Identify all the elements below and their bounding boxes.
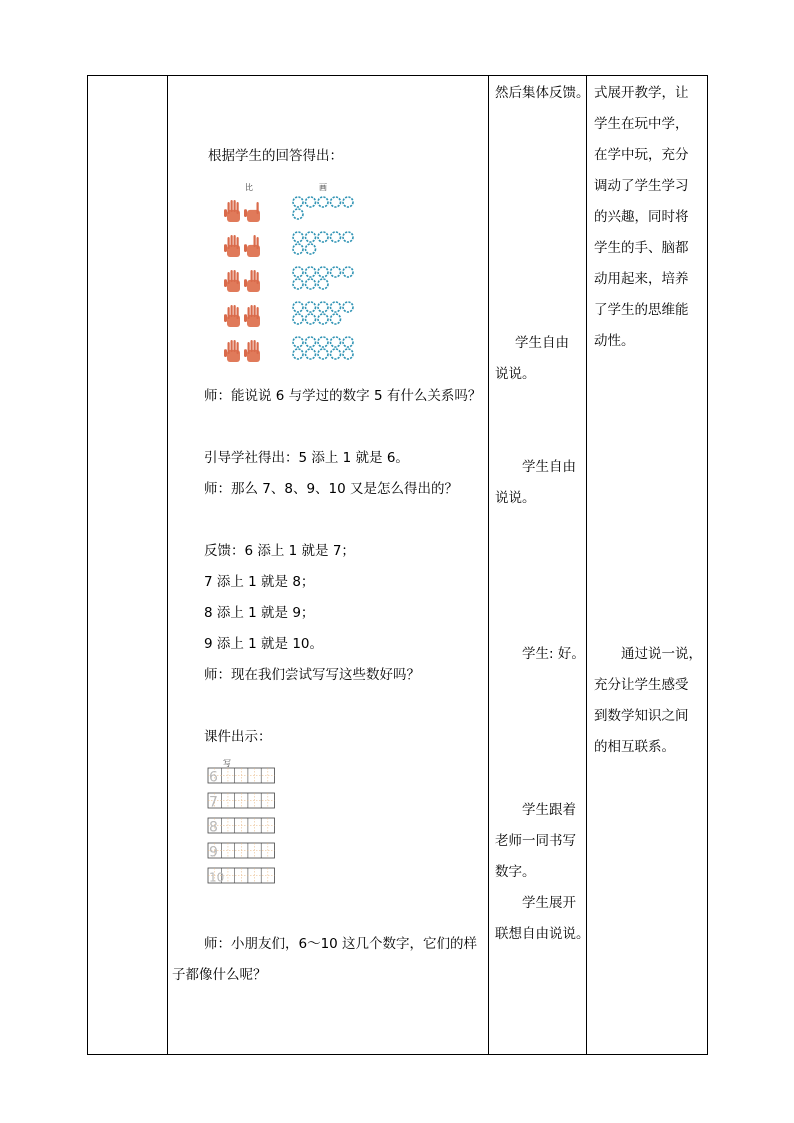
student-free-1-line1: 学生自由 bbox=[515, 335, 569, 351]
question-6-and-5: 师：能说说 6 与学过的数字 5 有什么关系吗？ bbox=[204, 388, 482, 404]
circle-mark bbox=[306, 279, 316, 289]
circle-mark bbox=[306, 232, 316, 242]
hand-icon bbox=[224, 200, 240, 222]
student-write-line3: 数字。 bbox=[495, 864, 536, 880]
intent-2-line3: 到数学知识之间 bbox=[594, 708, 689, 724]
circle-mark bbox=[331, 337, 341, 347]
circle-mark bbox=[293, 279, 303, 289]
writing-grid-figure bbox=[204, 758, 284, 898]
label-hua: 画 bbox=[319, 183, 327, 192]
question-shape-line2: 子都像什么呢？ bbox=[172, 967, 267, 983]
intent-2-line2: 充分让学生感受 bbox=[594, 677, 689, 693]
grid-digit: 6 bbox=[209, 769, 218, 786]
circle-mark bbox=[293, 302, 303, 312]
intent-1-line2: 学生在玩中学， bbox=[594, 116, 689, 132]
circle-mark bbox=[318, 314, 328, 324]
circle-mark bbox=[331, 314, 341, 324]
circle-mark bbox=[318, 267, 328, 277]
intent-1-line7: 动用起来，培养 bbox=[594, 271, 689, 287]
figure-drawing bbox=[208, 182, 388, 372]
student-free-2-line1: 学生自由 bbox=[522, 459, 576, 475]
col-student-activity bbox=[489, 76, 590, 1055]
feedback-7: 反馈：6 添上 1 就是 7； bbox=[204, 543, 355, 559]
lesson-table bbox=[87, 75, 708, 1055]
student-imagine-line2: 联想自由说说。 bbox=[495, 926, 590, 942]
grid-digit: 8 bbox=[209, 819, 218, 836]
circle-mark bbox=[293, 244, 303, 254]
grid-drawing bbox=[204, 758, 284, 898]
circle-mark bbox=[343, 232, 353, 242]
circle-mark bbox=[306, 349, 316, 359]
circle-mark bbox=[306, 302, 316, 312]
circle-mark bbox=[293, 349, 303, 359]
circle-mark bbox=[318, 337, 328, 347]
courseware-show: 课件出示： bbox=[204, 729, 272, 745]
grid-digit: 9 bbox=[209, 844, 218, 861]
hand-icon bbox=[244, 340, 260, 362]
col-teacher-activity bbox=[168, 76, 489, 1055]
circle-mark bbox=[318, 302, 328, 312]
circle-mark bbox=[306, 197, 316, 207]
hand-icon bbox=[224, 270, 240, 292]
circle-mark bbox=[293, 197, 303, 207]
circle-mark bbox=[293, 314, 303, 324]
circle-mark bbox=[293, 337, 303, 347]
circle-mark bbox=[343, 302, 353, 312]
circle-mark bbox=[331, 232, 341, 242]
intent-1-line1: 式展开教学，让 bbox=[594, 85, 689, 101]
circle-mark bbox=[343, 197, 353, 207]
intent-2-line4: 的相互联系。 bbox=[594, 739, 675, 755]
hand-icon bbox=[244, 270, 260, 292]
circle-mark bbox=[306, 337, 316, 347]
feedback-8: 7 添上 1 就是 8； bbox=[204, 574, 315, 590]
label-bi: 比 bbox=[245, 183, 253, 192]
feedback-10: 9 添上 1 就是 10。 bbox=[204, 636, 324, 652]
col-stage bbox=[88, 76, 168, 1055]
intent-1-line8: 了学生的思维能 bbox=[594, 302, 689, 318]
intent-1-line6: 学生的手、脑都 bbox=[594, 240, 689, 256]
circle-mark bbox=[343, 337, 353, 347]
circle-mark bbox=[306, 267, 316, 277]
circle-mark bbox=[331, 197, 341, 207]
feedback-9: 8 添上 1 就是 9； bbox=[204, 605, 315, 621]
circle-mark bbox=[331, 302, 341, 312]
circle-mark bbox=[293, 232, 303, 242]
student-free-2-line2: 说说。 bbox=[495, 490, 536, 506]
hands-circles-figure bbox=[208, 182, 388, 372]
intent-1-line9: 动性。 bbox=[594, 333, 635, 349]
circle-mark bbox=[293, 267, 303, 277]
circle-mark bbox=[306, 244, 316, 254]
student-write-line1: 学生跟着 bbox=[522, 802, 576, 818]
circle-mark bbox=[343, 349, 353, 359]
circle-mark bbox=[331, 349, 341, 359]
question-7-10: 师：那么 7、8、9、10 又是怎么得出的？ bbox=[204, 481, 459, 497]
hand-icon bbox=[244, 305, 260, 327]
circle-mark bbox=[318, 197, 328, 207]
para-summary: 根据学生的回答得出： bbox=[208, 148, 343, 164]
circle-mark bbox=[306, 314, 316, 324]
intent-1-line3: 在学中玩，充分 bbox=[594, 147, 689, 163]
circle-mark bbox=[293, 209, 303, 219]
student-write-line2: 老师一同书写 bbox=[495, 833, 576, 849]
circle-mark bbox=[318, 279, 328, 289]
hand-icon bbox=[224, 340, 240, 362]
student-imagine-line1: 学生展开 bbox=[522, 895, 576, 911]
label-xie: 写 bbox=[223, 759, 231, 768]
hand-icon bbox=[244, 235, 260, 257]
collective-feedback: 然后集体反馈。 bbox=[495, 85, 590, 101]
grid-digit: 10 bbox=[209, 870, 225, 885]
circle-mark bbox=[343, 267, 353, 277]
circle-mark bbox=[318, 232, 328, 242]
hand-icon bbox=[224, 235, 240, 257]
intent-1-line4: 调动了学生学习 bbox=[594, 178, 689, 194]
guide-6: 引导学社得出：5 添上 1 就是 6。 bbox=[204, 450, 409, 466]
circle-mark bbox=[331, 267, 341, 277]
student-ok: 学生: 好。 bbox=[522, 646, 585, 662]
hand-icon bbox=[224, 305, 240, 327]
circle-mark bbox=[318, 349, 328, 359]
grid-digit: 7 bbox=[209, 794, 218, 811]
col-design-intent bbox=[587, 76, 708, 1055]
intent-1-line5: 的兴趣，同时将 bbox=[594, 209, 689, 225]
question-shape-line1: 师：小朋友们，6～10 这几个数字，它们的样 bbox=[204, 936, 478, 952]
question-write: 师：现在我们尝试写写这些数好吗？ bbox=[204, 667, 420, 683]
intent-2-line1: 通过说一说， bbox=[621, 646, 702, 662]
student-free-1-line2: 说说。 bbox=[495, 366, 536, 382]
hand-icon bbox=[244, 202, 260, 222]
